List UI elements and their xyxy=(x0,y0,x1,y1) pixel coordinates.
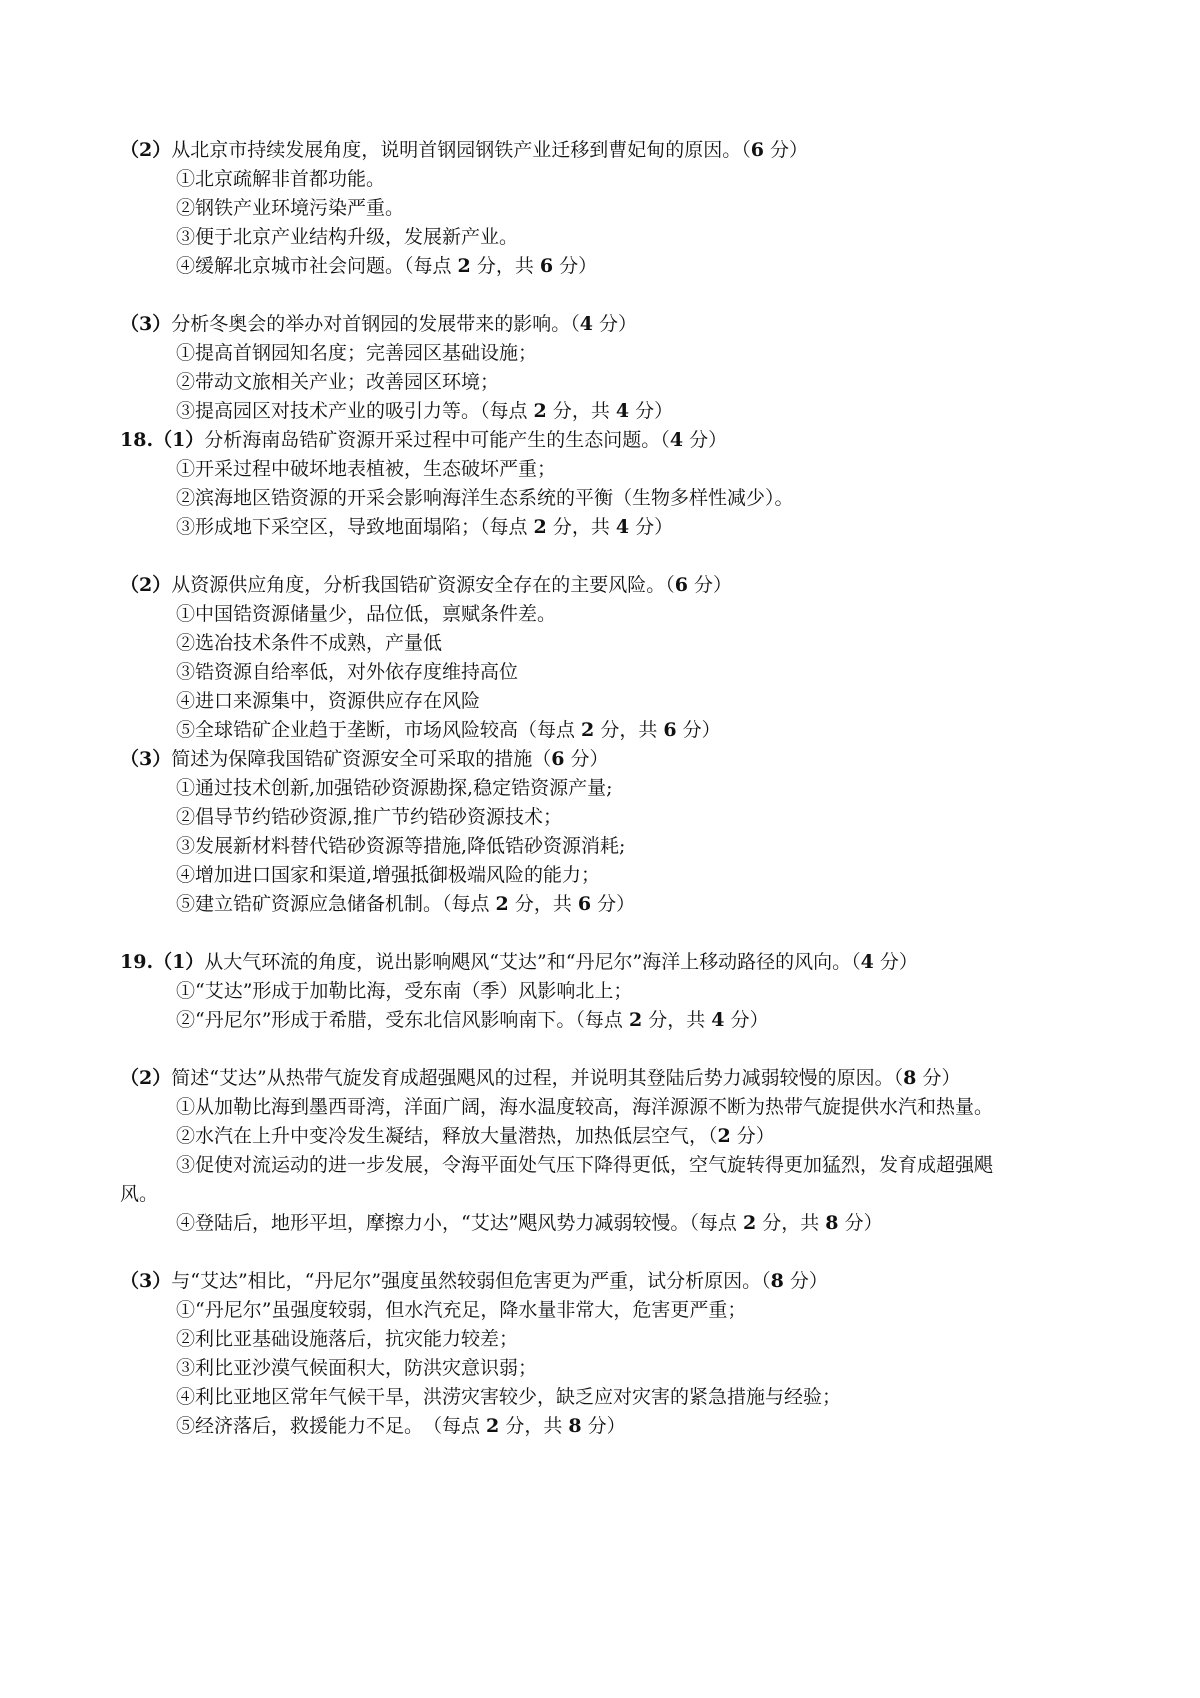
answer-line xyxy=(176,602,556,626)
answer-points-text: 分） xyxy=(730,1125,775,1147)
answer-text: ①提高首钢园知名度；完善园区基础设施； xyxy=(176,342,538,364)
answer-text: ①北京疏解非首都功能。 xyxy=(176,168,386,190)
answer-points: 2 xyxy=(742,1212,757,1234)
answer-text: ③促使对流运动的进一步发展，令海平面处气压下降得更低，空气旋转得更加猛烈，发育成超强飓 xyxy=(176,1154,994,1176)
answer-points: 2 xyxy=(581,719,595,741)
answer-total-points: 6 xyxy=(663,719,677,741)
answer-text: ②“丹尼尔”形成于希腊，受东北信风影响南下。（每点 xyxy=(176,1009,629,1031)
question-points: 6 xyxy=(750,139,764,161)
answer-line xyxy=(176,254,597,278)
question-number: 18. xyxy=(120,429,154,451)
question-points-unit: 分） xyxy=(783,1270,828,1292)
answer-line xyxy=(176,631,442,655)
sub-question-label: （3） xyxy=(120,1270,172,1292)
answer-total-text: 分） xyxy=(581,1415,626,1437)
answer-text: ②带动文旅相关产业；改善园区环境； xyxy=(176,371,500,393)
answer-text: ④进口来源集中，资源供应存在风险 xyxy=(176,690,481,712)
answer-line xyxy=(176,1008,769,1032)
answer-line xyxy=(176,1356,537,1380)
question-points: 4 xyxy=(860,951,874,973)
answer-line xyxy=(176,1211,883,1235)
answer-line xyxy=(176,805,562,829)
answer-points: 2 xyxy=(457,255,471,277)
question-text: 分析海南岛锆矿资源开采过程中可能产生的生态问题。（ xyxy=(204,429,670,451)
answer-total-points: 4 xyxy=(615,516,630,538)
answer-text: ④登陆后，地形平坦，摩擦力小，“艾达”飓风势力减弱较慢。（每点 xyxy=(176,1212,743,1234)
sub-question-label: （2） xyxy=(120,139,172,161)
question-text: 分析冬奥会的举办对首钢园的发展带来的影响。（ xyxy=(171,313,580,335)
question-points: 6 xyxy=(551,748,565,770)
answer-line xyxy=(176,370,499,394)
answer-line xyxy=(176,834,625,858)
answer-text: ②选冶技术条件不成熟，产量低 xyxy=(176,632,443,654)
answer-total-points: 8 xyxy=(825,1212,839,1234)
question-points: 8 xyxy=(903,1067,917,1089)
answer-text: ③锆资源自给率低，对外依存度维持高位 xyxy=(176,661,519,683)
answer-total-text: 分） xyxy=(676,719,721,741)
answer-text: ④增加进口国家和渠道,增强抵御极端风险的能力； xyxy=(176,864,601,886)
answer-line xyxy=(176,1153,993,1177)
sub-question-label: （2） xyxy=(120,574,172,596)
answer-points-text: 分，共 xyxy=(499,1415,569,1437)
question-heading xyxy=(120,138,808,162)
answer-points: 2 xyxy=(533,400,547,422)
answer-line xyxy=(176,1327,518,1351)
answer-line xyxy=(176,1385,841,1409)
question-points-unit: 分） xyxy=(763,139,809,161)
question-points-unit: 分） xyxy=(916,1067,961,1089)
question-points-unit: 分） xyxy=(683,429,728,451)
answer-points-text: 分，共 xyxy=(546,516,616,538)
answer-line xyxy=(176,1095,993,1119)
answer-total-text: 分） xyxy=(553,255,598,277)
answer-text: ③利比亚沙漠气候面积大，防洪灾意识弱； xyxy=(176,1357,538,1379)
answer-points: 2 xyxy=(495,893,509,915)
answer-text: ②利比亚基础设施落后，抗灾能力较差； xyxy=(176,1328,519,1350)
answer-line xyxy=(176,776,612,800)
answer-text: ②滨海地区锆资源的开采会影响海洋生态系统的平衡（生物多样性减少）。 xyxy=(176,487,794,509)
question-text: 从北京市持续发展角度，说明首钢园钢铁产业迁移到曹妃甸的原因。（ xyxy=(171,139,751,161)
answer-line xyxy=(176,892,635,916)
answer-points-text: 分，共 xyxy=(470,255,540,277)
sub-question-label: （3） xyxy=(120,313,172,335)
answer-total-points: 4 xyxy=(711,1009,725,1031)
question-points-unit: 分） xyxy=(564,748,609,770)
answer-text: ③发展新材料替代锆砂资源等措施,降低锆砂资源消耗; xyxy=(176,835,626,857)
sub-question-label: （1） xyxy=(153,429,205,451)
question-text: 简述“艾达”从热带气旋发育成超强飓风的过程，并说明其登陆后势力减弱较慢的原因。（ xyxy=(171,1067,904,1089)
answer-points: 2 xyxy=(628,1009,643,1031)
answer-text: ②钢铁产业环境污染严重。 xyxy=(176,197,405,219)
answer-line xyxy=(176,863,600,887)
answer-line xyxy=(176,399,673,423)
answer-line xyxy=(176,486,794,510)
answer-line xyxy=(176,1298,746,1322)
answer-text: ②倡导节约锆砂资源,推广节约锆砂资源技术； xyxy=(176,806,563,828)
answer-points-text: 分，共 xyxy=(546,400,616,422)
question-points: 4 xyxy=(579,313,593,335)
answer-line xyxy=(176,341,537,365)
answer-total-text: 分） xyxy=(838,1212,883,1234)
answer-line xyxy=(176,979,632,1003)
question-heading xyxy=(120,1066,960,1090)
answer-line xyxy=(176,167,385,191)
answer-total-points: 8 xyxy=(568,1415,582,1437)
question-points: 8 xyxy=(770,1270,784,1292)
sub-question-label: （1） xyxy=(153,951,205,973)
answer-text: ①“丹尼尔”虽强度较弱，但水汽充足，降水量非常大，危害更严重； xyxy=(176,1299,747,1321)
answer-text: ④利比亚地区常年气候干旱，洪涝灾害较少，缺乏应对灾害的紧急措施与经验； xyxy=(176,1386,842,1408)
question-heading xyxy=(120,950,918,974)
answer-line xyxy=(176,660,518,684)
answer-text: ③形成地下采空区，导致地面塌陷；（每点 xyxy=(176,516,534,538)
answer-total-text: 分） xyxy=(591,893,636,915)
sub-question-label: （3） xyxy=(120,748,172,770)
question-text: 从资源供应角度，分析我国锆矿资源安全存在的主要风险。（ xyxy=(171,574,675,596)
question-heading xyxy=(120,1269,828,1293)
question-points: 6 xyxy=(674,574,688,596)
answer-points-text: 分，共 xyxy=(594,719,664,741)
answer-text: ①“艾达”形成于加勒比海，受东南（季）风影响北上； xyxy=(176,980,633,1002)
answer-total-text: 分） xyxy=(724,1009,769,1031)
answer-text: ⑤全球锆矿企业趋于垄断，市场风险较高（每点 xyxy=(176,719,582,741)
answer-text: ⑤经济落后，救援能力不足。 （每点 xyxy=(176,1415,487,1437)
question-heading xyxy=(120,312,637,336)
answer-total-points: 6 xyxy=(539,255,554,277)
answer-text: ③便于北京产业结构升级，发展新产业。 xyxy=(176,226,519,248)
answer-line xyxy=(176,689,480,713)
answer-points-text: 分，共 xyxy=(756,1212,826,1234)
question-heading xyxy=(120,747,609,771)
question-text: 与“艾达”相比，“丹尼尔”强度虽然较弱但危害更为严重，试分析原因。（ xyxy=(171,1270,771,1292)
question-points: 4 xyxy=(669,429,684,451)
answer-line xyxy=(176,457,556,481)
answer-total-text: 分） xyxy=(629,516,674,538)
answer-text: ⑤建立锆矿资源应急储备机制。（每点 xyxy=(176,893,496,915)
sub-question-label: （2） xyxy=(120,1067,172,1089)
answer-text: ④缓解北京城市社会问题。（每点 xyxy=(176,255,458,277)
answer-points: 2 xyxy=(486,1415,500,1437)
question-heading xyxy=(120,428,727,452)
question-text: 从大气环流的角度，说出影响飓风“艾达”和“丹尼尔”海洋上移动路径的风向。（ xyxy=(204,951,861,973)
answer-total-points: 6 xyxy=(577,893,592,915)
answer-line xyxy=(176,1124,775,1148)
answer-points-text: 分，共 xyxy=(508,893,578,915)
question-heading xyxy=(120,573,732,597)
question-number: 19. xyxy=(120,951,154,973)
answer-total-points: 4 xyxy=(615,400,630,422)
question-points-unit: 分） xyxy=(687,574,733,596)
answer-points-text: 分，共 xyxy=(642,1009,712,1031)
question-points-unit: 分） xyxy=(873,951,918,973)
answer-line xyxy=(176,718,721,742)
answer-text: ③提高园区对技术产业的吸引力等。（每点 xyxy=(176,400,534,422)
question-text: 简述为保障我国锆矿资源安全可采取的措施（ xyxy=(171,748,552,770)
answer-line xyxy=(176,1414,626,1438)
question-points-unit: 分） xyxy=(592,313,638,335)
answer-continuation-text: 风。 xyxy=(120,1183,159,1205)
answer-continuation xyxy=(120,1182,158,1206)
answer-line xyxy=(176,225,518,249)
answer-total-text: 分） xyxy=(629,400,674,422)
answer-points: 2 xyxy=(533,516,547,538)
answer-points: 2 xyxy=(717,1125,731,1147)
answer-line xyxy=(176,515,673,539)
answer-text: ①从加勒比海到墨西哥湾，洋面广阔，海水温度较高，海洋源源不断为热带气旋提供水汽和热量。 xyxy=(176,1096,994,1118)
answer-text: ①开采过程中破坏地表植被，生态破坏严重； xyxy=(176,458,557,480)
answer-text: ①通过技术创新,加强锆砂资源勘探,稳定锆资源产量; xyxy=(176,777,613,799)
answer-text: ②水汽在上升中变冷发生凝结，释放大量潜热，加热低层空气，（ xyxy=(176,1125,718,1147)
answer-text: ①中国锆资源储量少，品位低，禀赋条件差。 xyxy=(176,603,557,625)
answer-line xyxy=(176,196,404,220)
